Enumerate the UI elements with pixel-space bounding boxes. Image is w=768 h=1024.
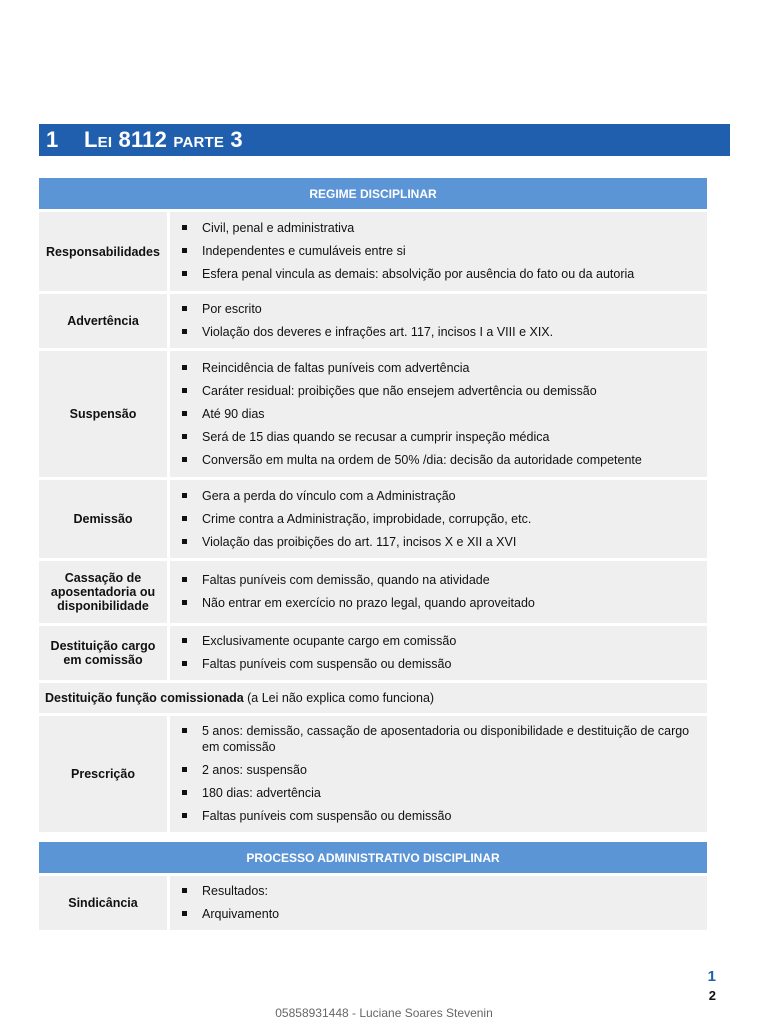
- section-title: Lei 8112 parte 3: [84, 127, 243, 152]
- table-row: [39, 626, 707, 680]
- note-row: [39, 683, 707, 713]
- row-label: Suspensão: [39, 351, 167, 477]
- list-item: Gera a perda do vínculo com a Administração: [180, 488, 701, 504]
- row-label: Sindicância: [39, 876, 167, 930]
- list-item: Faltas puníveis com suspensão ou demissão: [180, 808, 701, 824]
- table-row: [39, 876, 707, 930]
- table-row: [39, 212, 707, 291]
- list-item: Conversão em multa na ordem de 50% /dia: decisão da autoridade competente: [180, 452, 701, 468]
- row-label: Prescrição: [39, 716, 167, 832]
- list-item: Faltas puníveis com demissão, quando na atividade: [180, 572, 701, 588]
- section-header: [39, 124, 730, 156]
- list-item: Por escrito: [180, 301, 701, 317]
- list-item: Esfera penal vincula as demais: absolvição por ausência do fato ou da autoria: [180, 266, 701, 282]
- row-label: Destituição cargo em comissão: [39, 626, 167, 680]
- list-item: Independentes e cumuláveis entre si: [180, 243, 701, 259]
- note-rest: (a Lei não explica como funciona): [243, 691, 435, 705]
- table-heading: PROCESSO ADMINISTRATIVO DISCIPLINAR: [39, 842, 707, 873]
- page-number-total: 2: [708, 988, 716, 1003]
- list-item: Crime contra a Administração, improbidade, corrupção, etc.: [180, 511, 701, 527]
- list-item: 2 anos: suspensão: [180, 762, 701, 778]
- table-row: [39, 716, 707, 832]
- list-item: Será de 15 dias quando se recusar a cumprir inspeção médica: [180, 429, 701, 445]
- list-item: Civil, penal e administrativa: [180, 220, 701, 236]
- table-row: [39, 683, 707, 713]
- row-content: [170, 716, 707, 832]
- row-content: [170, 212, 707, 291]
- list-item: Faltas puníveis com suspensão ou demissão: [180, 656, 701, 672]
- list-item: Exclusivamente ocupante cargo em comissão: [180, 633, 701, 649]
- list-item: Reincidência de faltas puníveis com advertência: [180, 360, 701, 376]
- list-item: Violação dos deveres e infrações art. 117, incisos I a VIII e XIX.: [180, 324, 701, 340]
- list-item: 5 anos: demissão, cassação de aposentadoria ou disponibilidade e destituição de cargo em comissão: [180, 723, 701, 755]
- table-row: [39, 561, 707, 623]
- row-content: [170, 480, 707, 558]
- regime-disciplinar-table: [36, 175, 710, 835]
- row-label: Advertência: [39, 294, 167, 348]
- row-content: [170, 351, 707, 477]
- list-item: Até 90 dias: [180, 406, 701, 422]
- table-row: [39, 351, 707, 477]
- page-number-current: 1: [707, 968, 716, 985]
- row-content: [170, 876, 707, 930]
- note-bold: Destituição função comissionada: [45, 691, 244, 705]
- row-content: [170, 626, 707, 680]
- section-number: 1: [46, 127, 59, 152]
- list-item: Não entrar em exercício no prazo legal, quando aproveitado: [180, 595, 701, 611]
- processo-disciplinar-table: [36, 839, 710, 933]
- list-item: Violação das proibições do art. 117, incisos X e XII a XVI: [180, 534, 701, 550]
- table-heading: REGIME DISCIPLINAR: [39, 178, 707, 209]
- list-item: Arquivamento: [180, 906, 701, 922]
- list-item: Resultados:: [180, 883, 701, 899]
- row-label: Responsabilidades: [39, 212, 167, 291]
- list-item: Caráter residual: proibições que não ensejem advertência ou demissão: [180, 383, 701, 399]
- table-row: [39, 294, 707, 348]
- row-label: Cassação de aposentadoria ou disponibilidade: [39, 561, 167, 623]
- row-label: Demissão: [39, 480, 167, 558]
- footer-text: 05858931448 - Luciane Soares Stevenin: [275, 1006, 493, 1020]
- table-row: [39, 480, 707, 558]
- list-item: 180 dias: advertência: [180, 785, 701, 801]
- row-content: [170, 294, 707, 348]
- row-content: [170, 561, 707, 623]
